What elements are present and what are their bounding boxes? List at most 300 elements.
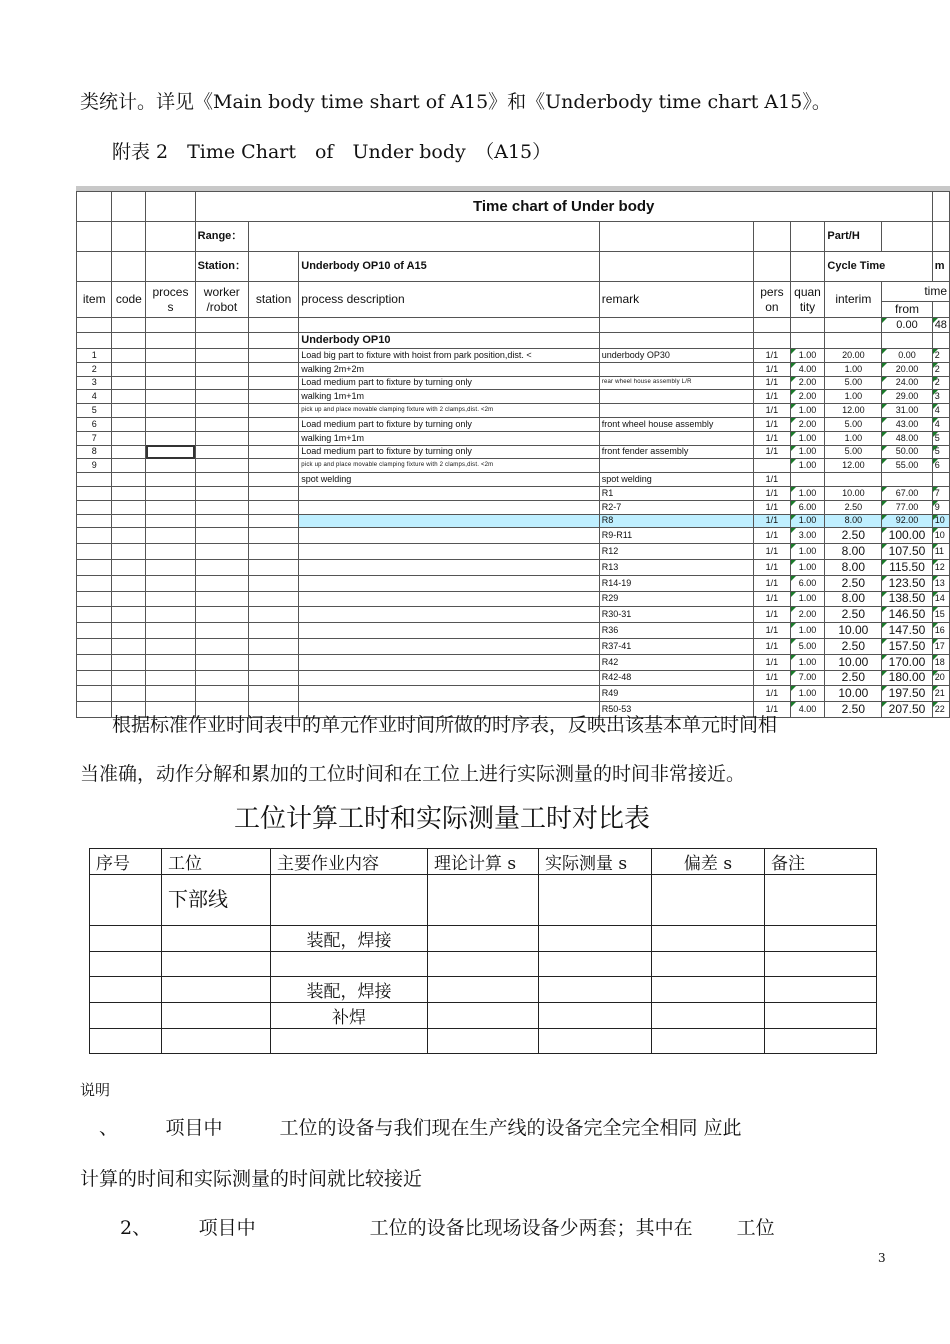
comparison-cell: [428, 926, 539, 952]
page-number: 3: [878, 1251, 886, 1265]
time-chart-grid: [76, 191, 950, 718]
grid-cell: [790, 252, 825, 282]
remark: R13: [599, 559, 753, 575]
grid-cell: [112, 376, 146, 390]
interim: 10.00: [825, 686, 882, 702]
process-cell: [146, 500, 195, 514]
grid-cell: [195, 349, 248, 363]
cut-cell: 11: [932, 544, 949, 560]
process-description: [299, 486, 600, 500]
comparison-cell: [162, 952, 271, 977]
grid-cell: [754, 333, 790, 349]
remark: R36: [599, 623, 753, 639]
item-number: [77, 544, 112, 560]
process-description: pick up and place movable clamping fixture with 2 clamps,dist. <2m: [299, 404, 600, 418]
grid-cell: [195, 445, 248, 459]
comparison-header-cell: 序号: [90, 849, 162, 875]
comparison-cell: [539, 977, 652, 1003]
data-row: [77, 349, 950, 363]
grid-cell: [112, 607, 146, 623]
grid-cell: [754, 222, 790, 252]
process-cell: [146, 473, 195, 487]
remark: [599, 431, 753, 445]
grid-cell: [195, 486, 248, 500]
person: 1/1: [754, 431, 790, 445]
comparison-cell: [428, 875, 539, 926]
grid-cell: [112, 459, 146, 473]
grid-cell: [248, 349, 298, 363]
header-station: station: [248, 282, 298, 318]
grid-cell: [112, 431, 146, 445]
cut-cell: 17: [932, 638, 949, 654]
process-description: [299, 670, 600, 686]
data-row: [77, 404, 950, 418]
remark: rear wheel house assembly L/R: [599, 376, 753, 390]
grid-cell: [77, 318, 112, 333]
item-number: [77, 514, 112, 528]
remark: R2-7: [599, 500, 753, 514]
comparison-cell: [162, 977, 271, 1003]
process-description: walking 2m+2m: [299, 362, 600, 376]
person: 1/1: [754, 500, 790, 514]
quantity: 1.00: [790, 404, 825, 418]
data-row: [77, 473, 950, 487]
process-cell: [146, 591, 195, 607]
process-cell: [146, 417, 195, 431]
section-row: [77, 333, 950, 349]
person: 1/1: [754, 404, 790, 418]
comparison-cell: [90, 875, 162, 926]
from-time: 157.50: [882, 638, 932, 654]
grid-cell: [299, 318, 600, 333]
remark: R8: [599, 514, 753, 528]
grid-cell: [112, 404, 146, 418]
grid-cell: [248, 404, 298, 418]
from-time: 180.00: [882, 670, 932, 686]
comparison-cell: [428, 1029, 539, 1054]
grid-cell: [112, 500, 146, 514]
comparison-cell: [539, 1003, 652, 1029]
grid-cell: [195, 559, 248, 575]
spreadsheet-screenshot: [76, 186, 950, 744]
from-time: 29.00: [882, 390, 932, 404]
grid-cell: [754, 318, 790, 333]
interim: 10.00: [825, 623, 882, 639]
grid-cell: [112, 349, 146, 363]
from-time: 197.50: [882, 686, 932, 702]
process-cell: [146, 575, 195, 591]
grid-cell: [195, 473, 248, 487]
comparison-cell: [428, 952, 539, 977]
quantity: 5.00: [790, 638, 825, 654]
from-time: 92.00: [882, 514, 932, 528]
process-cell: [146, 376, 195, 390]
process-description: [299, 654, 600, 670]
grid-cell: [77, 222, 112, 252]
comparison-cell: 装配，焊接: [271, 926, 428, 952]
data-row: [77, 445, 950, 459]
header-interim: interim: [825, 282, 882, 318]
data-row: [77, 486, 950, 500]
remark: front fender assembly: [599, 445, 753, 459]
process-description: [299, 686, 600, 702]
process-description: Load medium part to fixture by turning only: [299, 376, 600, 390]
cut-cell: 48: [932, 318, 949, 333]
process-description: walking 1m+1m: [299, 431, 600, 445]
interim: 10.00: [825, 654, 882, 670]
process-description: walking 1m+1m: [299, 390, 600, 404]
grid-cell: [195, 670, 248, 686]
grid-cell: [77, 192, 112, 222]
grid-cell: [248, 575, 298, 591]
comparison-cell: 补焊: [271, 1003, 428, 1029]
person: 1/1: [754, 528, 790, 544]
process-cell: [146, 514, 195, 528]
process-description: [299, 514, 600, 528]
grid-cell: [112, 686, 146, 702]
item-number: 2: [77, 362, 112, 376]
item-number: 8: [77, 445, 112, 459]
grid-cell: [195, 686, 248, 702]
from-time: 123.50: [882, 575, 932, 591]
grid-cell: [248, 318, 298, 333]
remark: R14-19: [599, 575, 753, 591]
remark: front wheel house assembly: [599, 417, 753, 431]
title-row: [77, 192, 950, 222]
note-1: 、 项目中 工位的设备与我们现在生产线的设备完全完全相同 应此: [80, 1117, 742, 1139]
grid-cell: [195, 591, 248, 607]
person: 1/1: [754, 362, 790, 376]
process-cell: [146, 445, 195, 459]
grid-cell: [112, 362, 146, 376]
grid-cell: [248, 445, 298, 459]
grid-cell: [195, 390, 248, 404]
comparison-cell: [539, 875, 652, 926]
grid-cell: [112, 670, 146, 686]
interim: 5.00: [825, 417, 882, 431]
comparison-cell: [428, 1003, 539, 1029]
remark: [599, 390, 753, 404]
cut-cell: 2: [932, 376, 949, 390]
from-time: 43.00: [882, 417, 932, 431]
process-description: pick up and place movable clamping fixture with 2 clamps,dist. <2m: [299, 459, 600, 473]
header-remark: remark: [599, 282, 753, 318]
person: 1/1: [754, 376, 790, 390]
interim: 2.50: [825, 607, 882, 623]
grid-cell: [932, 192, 949, 222]
grid-cell: [112, 417, 146, 431]
grid-cell: [77, 333, 112, 349]
grid-cell: [112, 514, 146, 528]
comparison-cell: [539, 1029, 652, 1054]
station-label: Station：: [195, 252, 248, 282]
item-number: [77, 500, 112, 514]
process-description: Load big part to fixture with hoist from park position,dist. <: [299, 349, 600, 363]
process-description: [299, 638, 600, 654]
comparison-cell: [162, 1029, 271, 1054]
part-label: Part/H: [825, 222, 882, 252]
quantity: 2.00: [790, 390, 825, 404]
grid-cell: [195, 575, 248, 591]
data-row: [77, 607, 950, 623]
quantity: 1.00: [790, 591, 825, 607]
overlapping-paragraph-line: 根据标准作业时间表中的单元作业时间所做的时序表，反映出该基本单元时间相: [112, 714, 778, 736]
grid-cell: [195, 623, 248, 639]
process-cell: [146, 486, 195, 500]
intro-line: 类统计。详见《Main body time shart of A15》和《Underbody time chart A15》。: [80, 91, 831, 113]
quantity: 2.00: [790, 376, 825, 390]
interim: 10.00: [825, 486, 882, 500]
note-label: 说明: [80, 1081, 111, 1099]
grid-cell: [932, 222, 949, 252]
data-row: [77, 362, 950, 376]
section-title: Underbody OP10: [299, 333, 600, 349]
interim: 1.00: [825, 362, 882, 376]
person: 1/1: [754, 445, 790, 459]
item-number: [77, 559, 112, 575]
from-time: [882, 473, 932, 487]
grid-cell: [248, 417, 298, 431]
grid-cell: [248, 528, 298, 544]
grid-cell: [248, 623, 298, 639]
person: 1/1: [754, 486, 790, 500]
process-description: [299, 500, 600, 514]
header-from: from: [882, 302, 932, 318]
from-time: 0.00: [882, 349, 932, 363]
cycle-label: Cycle Time: [825, 252, 932, 282]
grid-cell: [790, 222, 825, 252]
note-1-continued: 计算的时间和实际测量的时间就比较接近: [80, 1168, 423, 1190]
item-number: 6: [77, 417, 112, 431]
grid-cell: [248, 607, 298, 623]
cut-cell: 14: [932, 591, 949, 607]
grid-cell: [112, 559, 146, 575]
cut-cell: 21: [932, 686, 949, 702]
grid-cell: [112, 575, 146, 591]
comparison-cell: [271, 875, 428, 926]
grid-cell: [112, 390, 146, 404]
remark: R9-R11: [599, 528, 753, 544]
item-number: 5: [77, 404, 112, 418]
remark: R12: [599, 544, 753, 560]
interim: [825, 473, 882, 487]
grid-cell: [112, 473, 146, 487]
grid-cell: [932, 302, 949, 318]
process-description: Load medium part to fixture by turning only: [299, 417, 600, 431]
quantity: 1.00: [790, 654, 825, 670]
cut-cell: 4: [932, 417, 949, 431]
comparison-cell: [90, 952, 162, 977]
remark: R29: [599, 591, 753, 607]
interim: 8.00: [825, 544, 882, 560]
person: 1/1: [754, 607, 790, 623]
process-cell: [146, 623, 195, 639]
grid-cell: [112, 638, 146, 654]
grid-cell: [195, 654, 248, 670]
interim: 12.00: [825, 459, 882, 473]
data-row: [77, 528, 950, 544]
process-cell: [146, 528, 195, 544]
person: 1/1: [754, 591, 790, 607]
grid-cell: [112, 192, 146, 222]
comparison-cell: [765, 952, 877, 977]
grid-cell: [195, 500, 248, 514]
from-time: 146.50: [882, 607, 932, 623]
process-description: [299, 591, 600, 607]
from-time: 170.00: [882, 654, 932, 670]
grid-cell: [932, 333, 949, 349]
remark: R50-53: [599, 702, 753, 718]
comparison-header-cell: 理论计算 s: [428, 849, 539, 875]
comparison-row: [90, 926, 877, 952]
process-description: [299, 528, 600, 544]
comparison-cell: [652, 1003, 765, 1029]
grid-cell: [195, 318, 248, 333]
from-time: 107.50: [882, 544, 932, 560]
comparison-header-cell: 偏差 s: [652, 849, 765, 875]
interim: 2.50: [825, 500, 882, 514]
data-row: [77, 591, 950, 607]
person: 1/1: [754, 349, 790, 363]
grid-cell: [146, 333, 195, 349]
process-cell: [146, 686, 195, 702]
quantity: 1.00: [790, 559, 825, 575]
from-time: 55.00: [882, 459, 932, 473]
remark: [599, 404, 753, 418]
grid-cell: [599, 318, 753, 333]
comparison-row: [90, 1003, 877, 1029]
comparison-cell: [652, 926, 765, 952]
cut-cell: 10: [932, 528, 949, 544]
data-row: [77, 575, 950, 591]
grid-cell: [112, 486, 146, 500]
quantity: 1.00: [790, 686, 825, 702]
person: 1/1: [754, 473, 790, 487]
interim: 2.50: [825, 575, 882, 591]
comparison-cell: [90, 977, 162, 1003]
station-value: Underbody OP10 of A15: [299, 252, 600, 282]
item-number: 7: [77, 431, 112, 445]
comparison-cell: [765, 926, 877, 952]
person: 1/1: [754, 702, 790, 718]
person: 1/1: [754, 417, 790, 431]
quantity: 3.00: [790, 528, 825, 544]
comparison-table-title: 工位计算工时和实际测量工时对比表: [234, 804, 651, 834]
process-description: [299, 575, 600, 591]
item-number: [77, 638, 112, 654]
process-description: Load medium part to fixture by turning only: [299, 445, 600, 459]
cut-cell: 16: [932, 623, 949, 639]
process-description: [299, 607, 600, 623]
item-number: [77, 607, 112, 623]
comparison-cell: [652, 1029, 765, 1054]
cut-cell: 7: [932, 486, 949, 500]
comparison-cell: 下部线: [162, 875, 271, 926]
grid-cell: [599, 333, 753, 349]
process-description: spot welding: [299, 473, 600, 487]
person: 1/1: [754, 638, 790, 654]
grid-cell: [248, 686, 298, 702]
grid-cell: [112, 445, 146, 459]
cut-cell: 2: [932, 349, 949, 363]
cut-cell: 4: [932, 404, 949, 418]
grid-cell: [599, 252, 753, 282]
grid-cell: [248, 670, 298, 686]
from-time: 207.50: [882, 702, 932, 718]
from-time: 24.00: [882, 376, 932, 390]
item-number: 1: [77, 349, 112, 363]
comparison-cell: [90, 926, 162, 952]
remark: R1: [599, 486, 753, 500]
grid-cell: [248, 333, 298, 349]
grid-cell: [112, 318, 146, 333]
process-cell: [146, 431, 195, 445]
comparison-row: [90, 875, 877, 926]
comparison-header-cell: 备注: [765, 849, 877, 875]
grid-cell: [599, 222, 753, 252]
interim: 20.00: [825, 349, 882, 363]
header-worker: worker /robot: [195, 282, 248, 318]
grid-cell: [195, 333, 248, 349]
quantity: 6.00: [790, 575, 825, 591]
grid-cell: [248, 638, 298, 654]
grid-cell: [248, 459, 298, 473]
data-row: [77, 654, 950, 670]
comparison-cell: [90, 1003, 162, 1029]
grid-cell: [825, 333, 882, 349]
grid-cell: [790, 333, 825, 349]
remark: R30-31: [599, 607, 753, 623]
cut-cell: 10: [932, 514, 949, 528]
grid-cell: [195, 544, 248, 560]
data-row: [77, 390, 950, 404]
sheet-title: Time chart of Under body: [195, 192, 932, 222]
grid-cell: [248, 252, 298, 282]
process-description: [299, 544, 600, 560]
data-row: [77, 431, 950, 445]
comparison-row: [90, 977, 877, 1003]
from-time: 138.50: [882, 591, 932, 607]
grid-cell: [248, 514, 298, 528]
remark: [599, 362, 753, 376]
grid-cell: [248, 473, 298, 487]
comparison-cell: [539, 926, 652, 952]
cut-cell: 15: [932, 607, 949, 623]
quantity: 1.00: [790, 623, 825, 639]
grid-cell: [248, 390, 298, 404]
process-cell: [146, 607, 195, 623]
grid-cell: [248, 591, 298, 607]
comparison-row: [90, 1029, 877, 1054]
from-time: 115.50: [882, 559, 932, 575]
quantity: 2.00: [790, 607, 825, 623]
grid-cell: [195, 528, 248, 544]
quantity: 2.00: [790, 417, 825, 431]
cut-cell: 18: [932, 654, 949, 670]
comparison-row: [90, 952, 877, 977]
header-description: process description: [299, 282, 600, 318]
item-number: [77, 654, 112, 670]
comparison-cell: [652, 977, 765, 1003]
cut-cell: 2: [932, 362, 949, 376]
item-number: [77, 528, 112, 544]
quantity: 7.00: [790, 670, 825, 686]
from-time: 20.00: [882, 362, 932, 376]
header-code: code: [112, 282, 146, 318]
data-row: [77, 638, 950, 654]
grid-cell: [248, 222, 599, 252]
comparison-cell: [539, 952, 652, 977]
